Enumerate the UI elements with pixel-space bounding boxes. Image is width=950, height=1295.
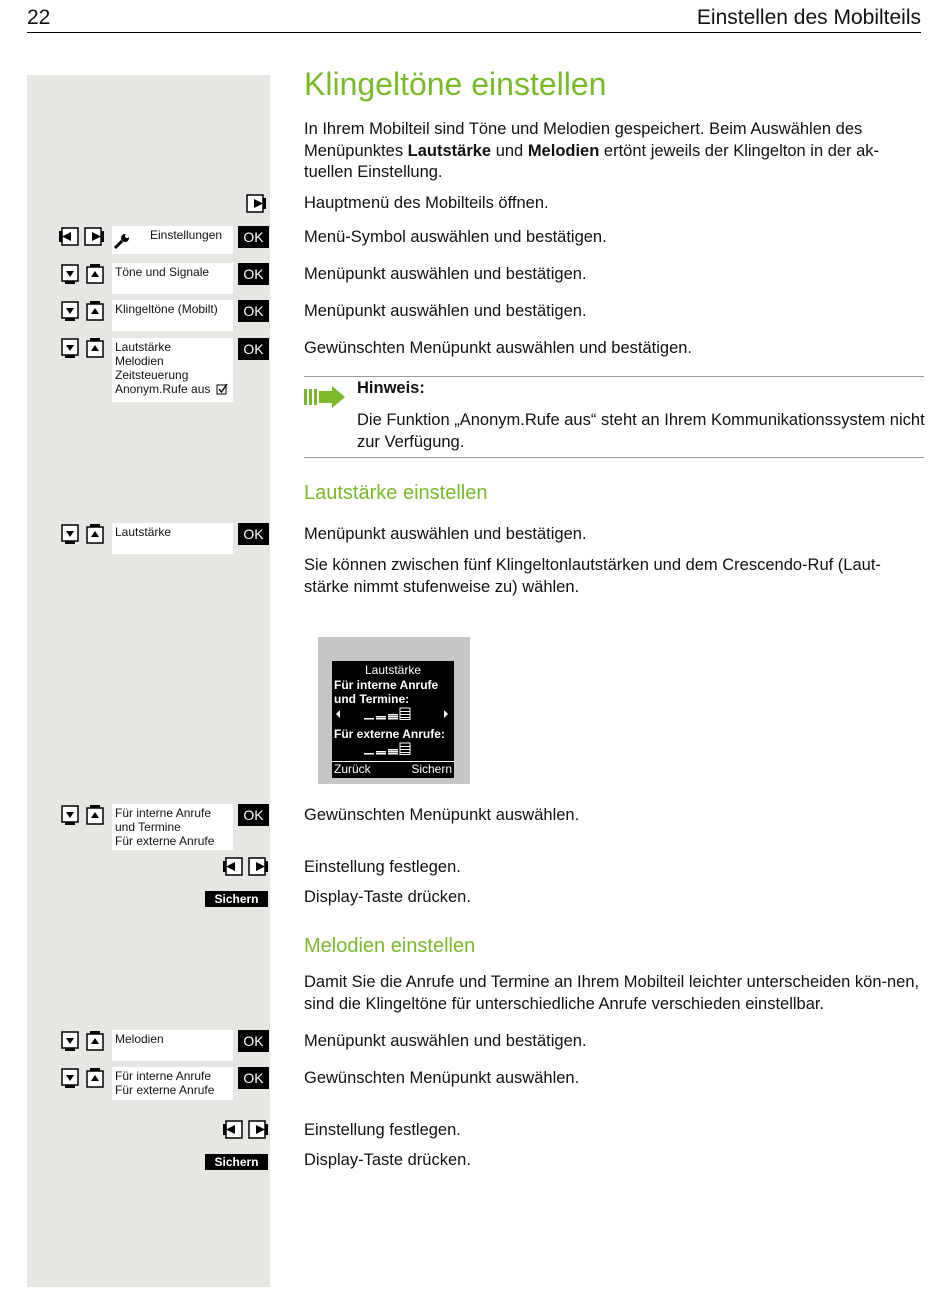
sidebar — [27, 75, 270, 1287]
volume-bar-internal — [334, 707, 452, 721]
melody-step2: Gewünschten Menüpunkt auswählen. — [304, 1069, 580, 1087]
volume-step3: Einstellung festlegen. — [304, 858, 461, 876]
display-line2: und Termine: — [334, 692, 410, 706]
display-line3: Für externe Anrufe: — [334, 727, 445, 741]
ok-key[interactable]: OK — [238, 1030, 269, 1052]
menu-item: Lautstärke — [115, 340, 172, 354]
step-select-item: Menüpunkt auswählen und bestätigen. — [304, 302, 587, 320]
note-arrow-icon — [304, 386, 346, 408]
menu-label: Einstellungen — [150, 228, 223, 242]
menu-item: Für interne Anrufe — [115, 1069, 212, 1083]
menu-item: Für externe Anrufe — [115, 834, 215, 848]
menu-item: Für externe Anrufe — [115, 1083, 215, 1097]
nav-down-up-icon — [61, 1068, 105, 1088]
melody-section-title: Melodien einstellen — [304, 935, 476, 957]
menu-label: Lautstärke — [115, 525, 172, 539]
nav-down-up-icon — [61, 805, 105, 825]
menu-item: Anonym.Rufe aus — [112, 382, 233, 396]
ok-key[interactable]: OK — [238, 226, 269, 248]
menu-einstellungen — [112, 226, 233, 254]
ok-key[interactable]: OK — [238, 338, 269, 360]
menu-item: Zeitsteuerung — [115, 368, 189, 382]
ok-key[interactable]: OK — [238, 263, 269, 285]
menu-label: Klingeltöne (Mobilt) — [115, 302, 218, 316]
menu-item: und Termine — [115, 820, 181, 834]
section-title: Klingeltöne einstellen — [304, 66, 607, 102]
step-select-wanted: Gewünschten Menüpunkt auswählen und bestätigen. — [304, 339, 693, 357]
menu-klingeltoene — [112, 300, 233, 331]
volume-step2: Gewünschten Menüpunkt auswählen. — [304, 806, 580, 824]
wrench-icon — [113, 232, 131, 250]
menu-melodien — [112, 1030, 233, 1061]
nav-left-right-icon — [223, 1120, 267, 1140]
nav-down-up-icon — [61, 338, 105, 358]
step-open-menu: Hauptmenü des Mobilteils öffnen. — [304, 194, 549, 212]
display-title: Lautstärke — [364, 663, 422, 677]
volume-step1: Menüpunkt auswählen und bestätigen. — [304, 525, 587, 543]
handset-display — [318, 637, 470, 784]
menu-item: Melodien — [115, 354, 164, 368]
checkbox-checked-icon — [216, 383, 228, 395]
step-select-item: Menüpunkt auswählen und bestätigen. — [304, 265, 587, 283]
sichern-key[interactable]: Sichern — [205, 1154, 268, 1170]
melody-step3: Einstellung festlegen. — [304, 1121, 461, 1139]
softkey-zurueck[interactable]: Zurück — [334, 762, 371, 776]
ok-key[interactable]: OK — [238, 523, 269, 545]
header-rule — [27, 32, 921, 33]
display-line1: Für interne Anrufe — [334, 678, 439, 692]
menu-label: Töne und Signale — [115, 265, 210, 279]
menu-toene — [112, 263, 233, 294]
menu-label: Melodien — [115, 1032, 164, 1046]
nav-left-right-icon — [223, 857, 267, 877]
note-title: Hinweis: — [357, 379, 425, 397]
softkey-sichern[interactable]: Sichern — [411, 762, 452, 776]
nav-down-up-icon — [61, 1031, 105, 1051]
menu-lautstaerke — [112, 523, 233, 554]
menu-melody-items — [112, 1067, 233, 1100]
nav-down-up-icon — [61, 301, 105, 321]
nav-down-up-icon — [61, 264, 105, 284]
volume-bar-external — [334, 742, 452, 756]
menu-item: Für interne Anrufe — [115, 806, 212, 820]
volume-step4: Display-Taste drücken. — [304, 888, 471, 906]
nav-right-icon — [246, 194, 290, 214]
volume-desc: Sie können zwischen fünf Klingeltonlautstärken und dem Crescendo-Ruf (Laut-stärke nimmt stufenweise zu) wählen. — [304, 556, 881, 596]
sichern-key[interactable]: Sichern — [205, 891, 268, 907]
ok-key[interactable]: OK — [238, 1067, 269, 1089]
ok-key[interactable]: OK — [238, 804, 269, 826]
menu-volume-items — [112, 804, 233, 850]
step-select-symbol: Menü-Symbol auswählen und bestätigen. — [304, 228, 607, 246]
melody-desc: Damit Sie die Anrufe und Termine an Ihrem Mobilteil leichter unterscheiden kön-nen, sind die Klingeltöne für unterschiedliche Anrufe verschieden einstellbar. — [304, 973, 920, 1013]
melody-step4: Display-Taste drücken. — [304, 1151, 471, 1169]
melody-step1: Menüpunkt auswählen und bestätigen. — [304, 1032, 587, 1050]
volume-section-title: Lautstärke einstellen — [304, 482, 488, 504]
note-rule-bottom — [304, 457, 924, 458]
intro-text: In Ihrem Mobilteil sind Töne und Melodien gespeichert. Beim Auswählen des Menüpunktes Lautstärke und Melodien ertönt jeweils der Klingelton in der ak-tuellen Einstellung. — [304, 120, 880, 181]
nav-down-up-icon — [61, 524, 105, 544]
menu-submenu — [112, 338, 233, 402]
ok-key[interactable]: OK — [238, 300, 269, 322]
chapter-title: Einstellen des Mobilteils — [696, 6, 921, 29]
note-text: Die Funktion „Anonym.Rufe aus“ steht an Ihrem Kommunikationssystem nicht zur Verfügung. — [357, 411, 925, 451]
note-rule-top — [304, 376, 924, 377]
nav-left-right-icon — [59, 227, 103, 247]
page-number: 22 — [27, 6, 51, 29]
display-screen — [332, 661, 454, 778]
